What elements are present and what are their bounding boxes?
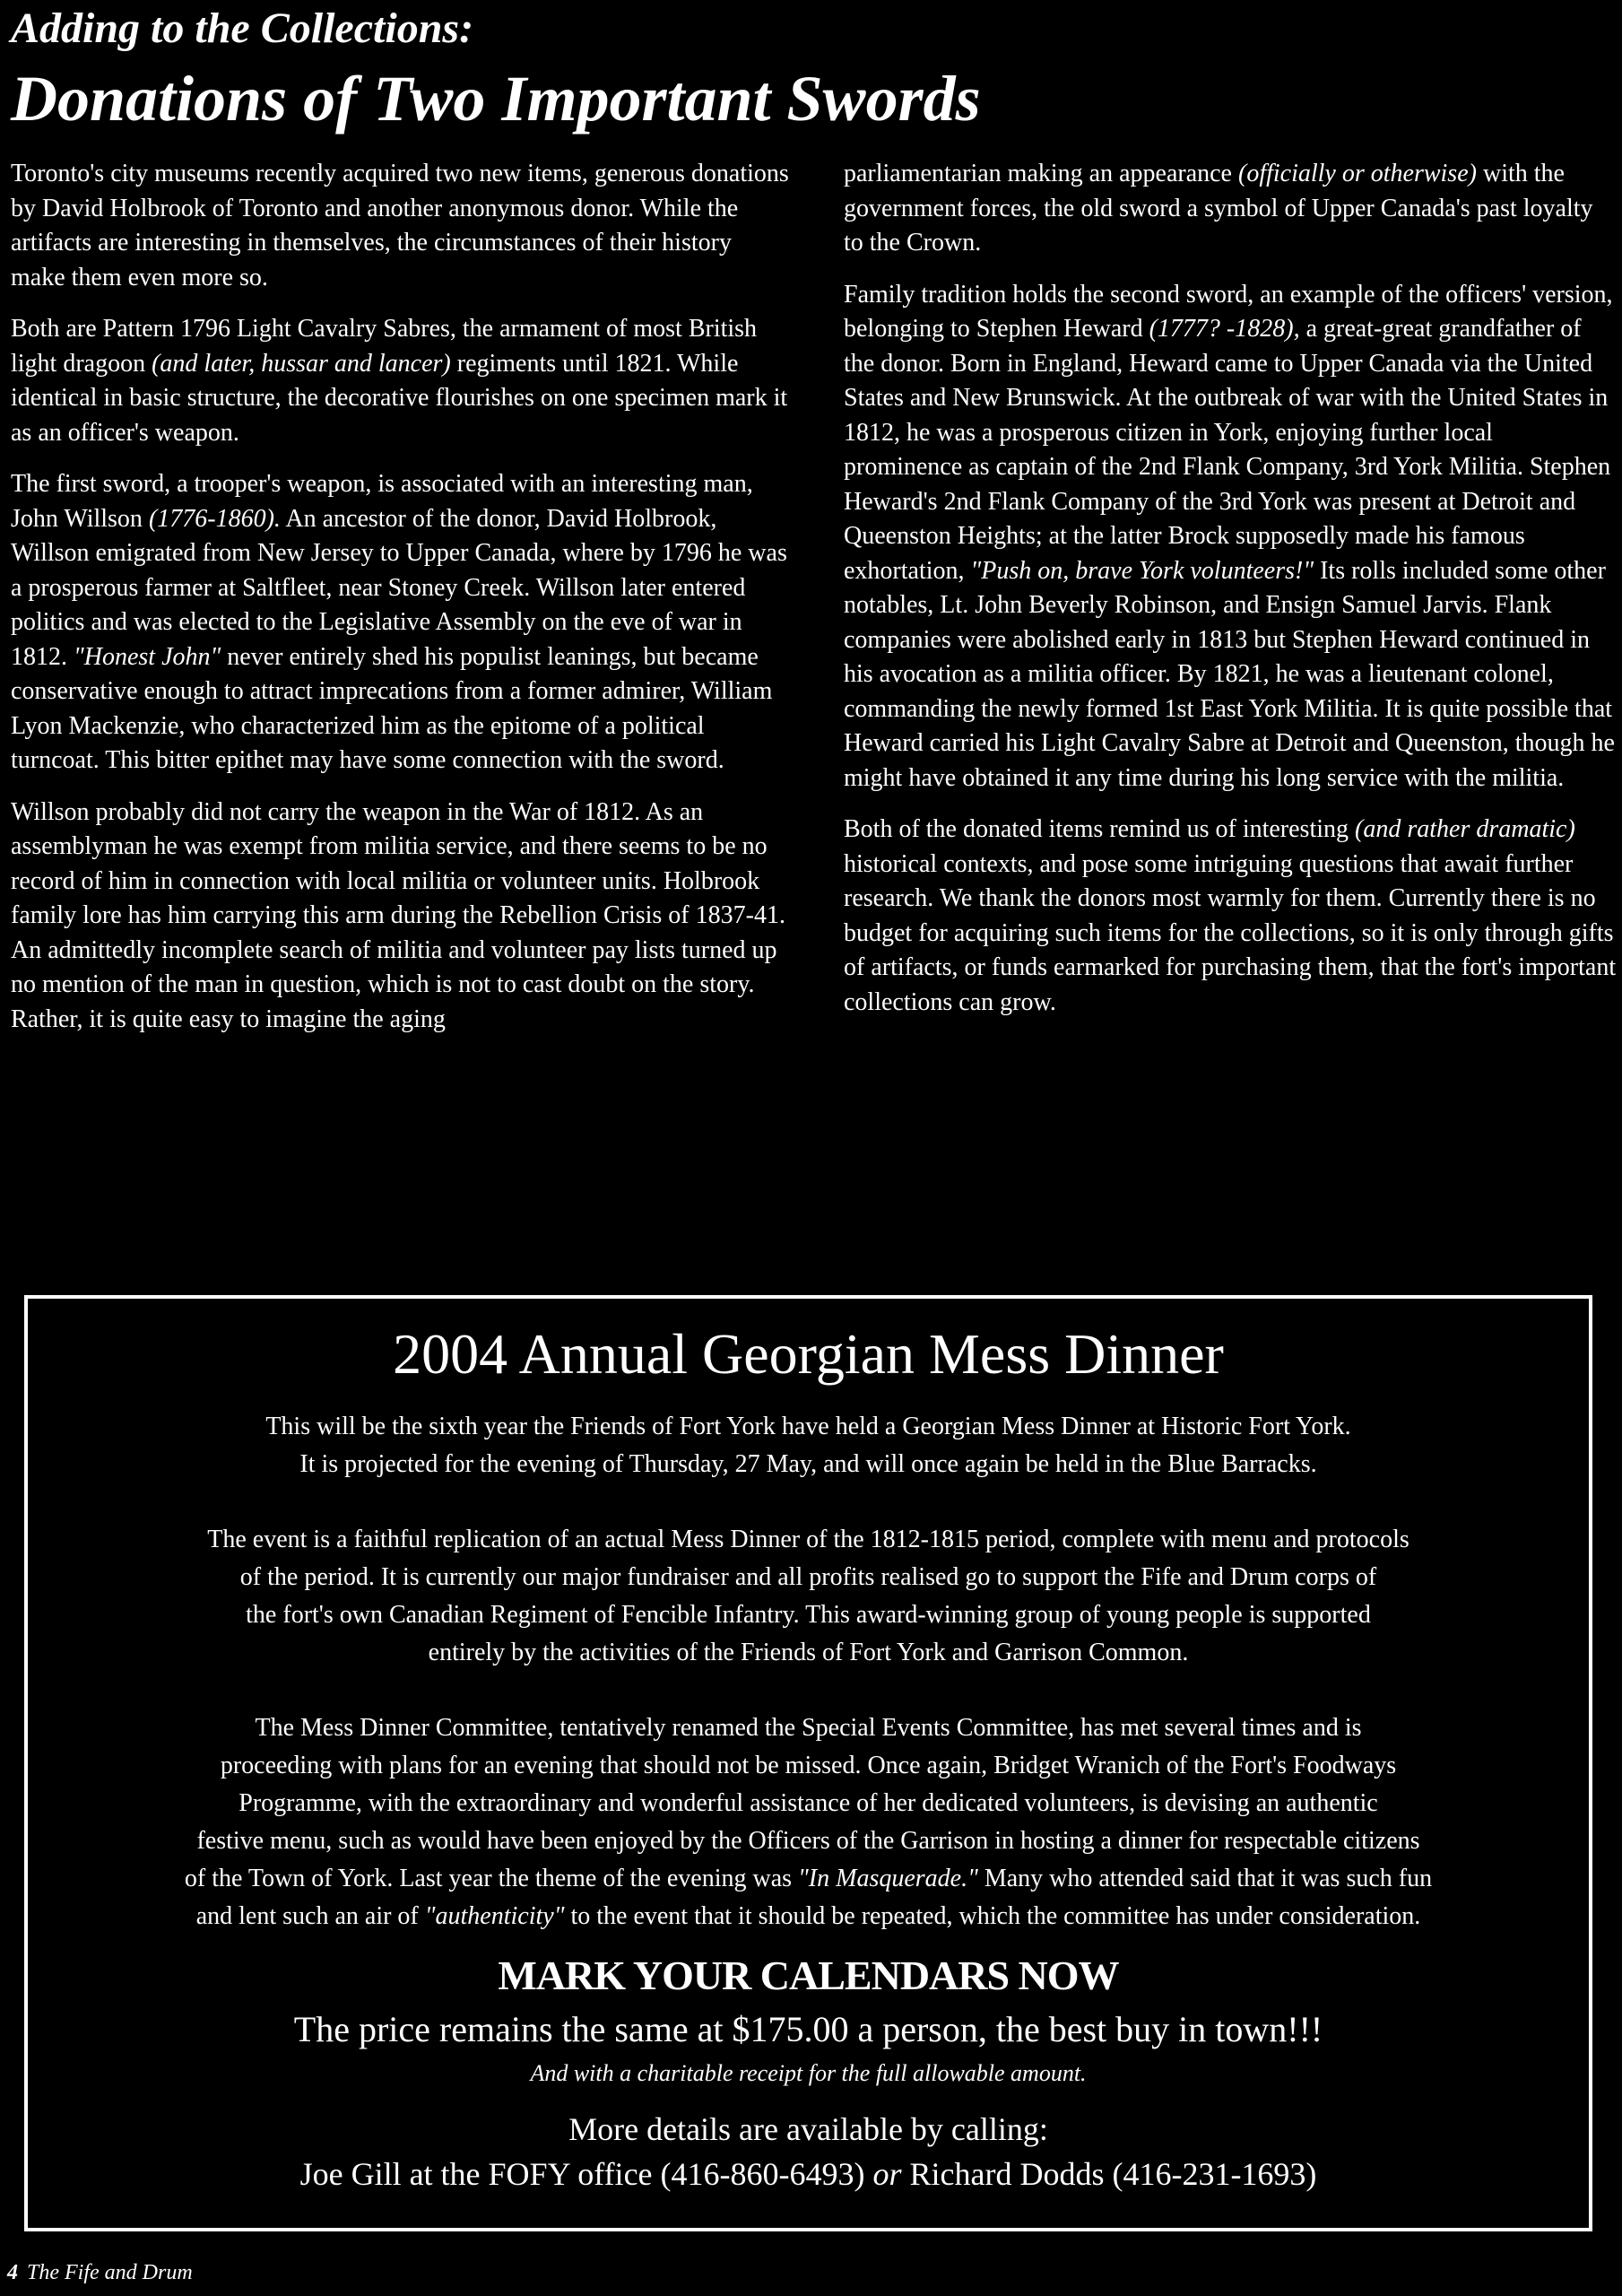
dinner-text-line: of the period. It is currently our major fundraiser and all profits realised go to support the Fife and Drum corps of — [239, 1563, 1377, 1591]
text-run: with the government forces, the old sword a symbol of Upper Canada's past loyalty to the Crown. — [844, 160, 1593, 257]
article-paragraph — [11, 312, 789, 450]
contact-richard-dodds: Richard Dodds (416-231-1693) — [901, 2156, 1317, 2192]
italic-run: "Push on, brave York volunteers!" — [970, 556, 1314, 585]
page-number: 4 — [7, 2261, 18, 2284]
text-run: a great-great grandfather of the donor. Born in England, Heward came to Upper Canada via the United States and New Brunswick. At the outbreak of war with the United States in 1812, he was a prosperous citizen in York, enjoying further local prominence as captain of the 2nd Flank Company, 3rd York Militia. Stephen Heward's 2nd Flank Company of the 3rd York was present at Detroit and Queenston Heights; at the latter Brock supposedly made his famous exhortation, — [844, 315, 1611, 585]
contact-line — [28, 2152, 1589, 2196]
article-headline: Donations of Two Important Swords — [11, 63, 981, 135]
dinner-title: 2004 Annual Georgian Mess Dinner — [393, 1322, 1224, 1386]
italic-run: (1776-1860). — [148, 504, 281, 533]
dinner-text-line — [64, 1785, 1553, 1822]
contact-joe-gill: Joe Gill at the FOFY office (416-860-6493) — [299, 2156, 873, 2192]
text-run: of the Town of York. Last year the theme of the evening was — [184, 1865, 799, 1892]
dinner-text-line — [64, 1747, 1553, 1785]
publication-name: The Fife and Drum — [27, 2261, 193, 2284]
text-run: Willson probably did not carry the weapon in the War of 1812. As an assemblyman he was exempt from militia service, and there seems to be no record of him in connection with local militia or volunteer units. Holbrook family lore has him carrying this arm during the Rebellion Crisis of 1837-41. An admittedly incomplete search of militia and volunteer pay lists turned up no mention of the man in question, which is not to cast doubt on the story. Rather, it is quite easy to imagine the aging — [11, 797, 785, 1033]
text-run: The Mess Dinner Committee, tentatively renamed the Special Events Committee, has met several times and is — [255, 1714, 1362, 1742]
contact-or: or — [872, 2156, 902, 2192]
article-paragraph — [11, 796, 789, 1038]
text-run: to the event that it should be repeated, which the committee has under consideration. — [564, 1902, 1421, 1930]
text-run: never entirely shed his populist leanings, but became conservative enough to attract imprecations from a former admirer, William Lyon Mackenzie, who characterized him as the epitome of a political turncoat. This bitter epithet may have some connection with the sword. — [11, 642, 773, 774]
dinner-text-line — [64, 1822, 1553, 1860]
text-run: Both of the donated items remind us of interesting — [844, 815, 1356, 843]
article-paragraph — [844, 813, 1617, 1020]
italic-run: (officially or otherwise) — [1238, 160, 1477, 187]
price-line: The price remains the same at $175.00 a person, the best buy in town!!! — [293, 2009, 1323, 2049]
dinner-intro-paragraph — [64, 1408, 1553, 1483]
italic-run: "authenticity" — [424, 1902, 565, 1930]
dinner-text-line: It is projected for the evening of Thursday, 27 May, and will once again be held in the Blue Barracks. — [299, 1450, 1317, 1478]
article-right-column — [844, 157, 1617, 1037]
article-paragraph — [844, 278, 1617, 796]
article-kicker: Adding to the Collections: — [11, 4, 474, 52]
text-run: regiments until 1821. While identical in basic structure, the decorative flourishes on one specimen mark it as an officer's weapon. — [11, 349, 788, 447]
mark-calendars-heading: MARK YOUR CALENDARS NOW — [498, 1952, 1119, 1998]
receipt-note: And with a charitable receipt for the full allowable amount. — [530, 2060, 1087, 2086]
text-run: An ancestor of the donor, David Holbrook, Willson emigrated from New Jersey to Upper Canada, where by 1796 he was a prosperous farmer at Saltfleet, near Stoney Creek. Willson later entered politics and was elected to the Legislative Assembly on the eve of war in 1812. — [11, 504, 787, 671]
italic-run: "Honest John" — [74, 642, 221, 671]
article-paragraph — [11, 157, 789, 295]
text-run: and lent such an air of — [195, 1902, 425, 1930]
dinner-event-paragraph — [64, 1521, 1553, 1672]
text-run: Both are Pattern 1796 Light Cavalry Sabres, the armament of most British light dragoon — [11, 315, 758, 378]
dinner-text-line: entirely by the activities of the Friends of Fort York and Garrison Common. — [428, 1639, 1189, 1666]
dinner-text-line — [64, 1709, 1553, 1747]
text-run: Its rolls included some other notables, Lt. John Beverly Robinson, and Ensign Samuel Jarvis. Flank companies were abolished early in 1813 but Stephen Heward continued in his avocation as a militia officer. By 1821, he was a lieutenant colonel, commanding the newly formed 1st East York Militia. It is quite possible that Heward carried his Light Cavalry Sabre at Detroit and Queenston, though he might have obtained it any time during his long service with the militia. — [844, 556, 1615, 792]
text-run: The first sword, a trooper's weapon, is associated with an interesting man, John Willson — [11, 470, 753, 533]
text-run: historical contexts, and pose some intriguing questions that await further research. We thank the donors most warmly for them. Currently there is no budget for acquiring such items for the collections, so it is only through gifts of artifacts, or funds earmarked for purchasing them, that the fort's important collections can grow. — [844, 849, 1617, 1016]
page-footer — [7, 2258, 193, 2287]
text-run: Many who attended said that it was such fun — [977, 1865, 1433, 1892]
more-details-line: More details are available by calling: — [568, 2111, 1048, 2147]
text-run: Family tradition holds the second sword, an example of the officers' version, belonging to Stephen Heward — [844, 280, 1613, 343]
text-run: Programme, with the extraordinary and wonderful assistance of her dedicated volunteers, is devising an authentic — [239, 1789, 1378, 1817]
text-run: Toronto's city museums recently acquired two new items, generous donations by David Holbrook of Toronto and another anonymous donor. While the artifacts are interesting in themselves, the circumstances of their history make them even more so. — [11, 160, 789, 291]
dinner-committee-paragraph — [64, 1709, 1553, 1935]
italic-run: "In Masquerade." — [798, 1865, 978, 1892]
dinner-text-line: The event is a faithful replication of an actual Mess Dinner of the 1812-1815 period, complete with menu and protocols — [207, 1526, 1409, 1553]
article-paragraph — [844, 157, 1617, 261]
article-paragraph — [11, 467, 789, 778]
italic-run: (1777? -1828), — [1149, 315, 1300, 343]
dinner-text-line: the fort's own Canadian Regiment of Fencible Infantry. This award-winning group of young people is supported — [246, 1601, 1371, 1629]
article-left-column — [11, 157, 789, 1054]
dinner-text-line: This will be the sixth year the Friends of Fort York have held a Georgian Mess Dinner at Historic Fort York. — [265, 1413, 1351, 1440]
text-run: proceeding with plans for an evening that should not be missed. Once again, Bridget Wranich of the Fort's Foodways — [220, 1752, 1397, 1779]
italic-run: (and later, hussar and lancer) — [152, 349, 451, 378]
italic-run: (and rather dramatic) — [1355, 815, 1575, 843]
text-run: parliamentarian making an appearance — [844, 160, 1238, 187]
dinner-text-line — [64, 1898, 1553, 1935]
dinner-announcement-box — [24, 1295, 1592, 2231]
text-run: festive menu, such as would have been enjoyed by the Officers of the Garrison in hosting a dinner for respectable citizens — [196, 1827, 1420, 1855]
dinner-text-line — [64, 1860, 1553, 1898]
